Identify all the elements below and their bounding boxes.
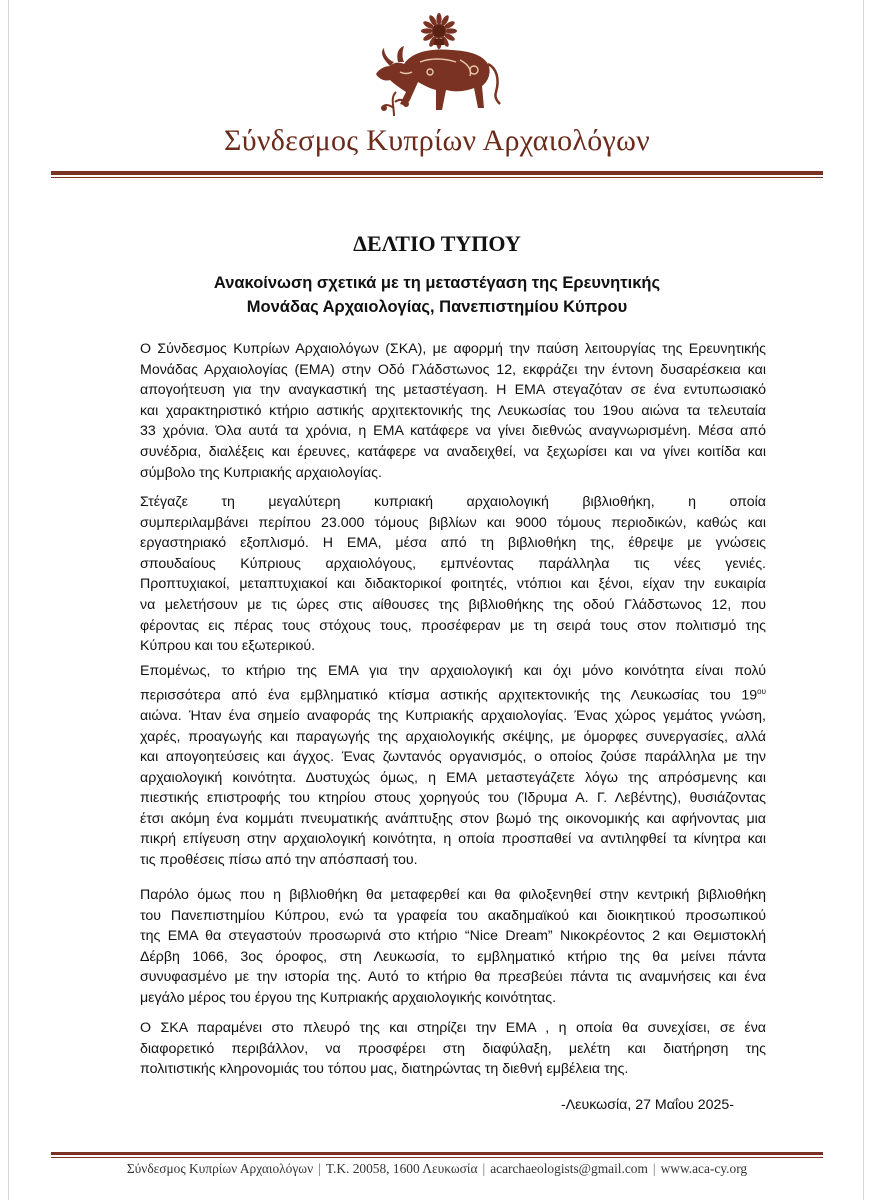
footer-separator: | — [482, 1161, 486, 1176]
text-line: Δέρβη 1066, 3ος όροφος, στη Λευκωσία, το εμβληματικό κτήριο της θα μείνει πάντα — [140, 948, 766, 965]
org-title: Σύνδεσμος Κυπρίων Αρχαιολόγων — [223, 124, 650, 157]
text-line: φέροντας εις πέρας τους στόχους τους, προσέφεραν με τη σειρά τους στον πολιτισμό της — [140, 617, 766, 634]
text-line-content: περισσότερα από ένα εμβληματικό κτίσμα αστικής αρχιτεκτονικής της Λευκωσίας του 19 — [140, 687, 758, 704]
footer-org: Σύνδεσμος Κυπρίων Αρχαιολόγων — [126, 1161, 314, 1176]
bull-and-flower-logo-icon — [360, 12, 510, 122]
text-line: Ο ΣΚΑ παραμένει στο πλευρό της και στηρίζει την ΕΜΑ , η οποία θα συνεχίσει, σε ένα — [140, 1020, 766, 1036]
text-line: Παρόλο όμως που η βιβλιοθήκη θα μεταφερθεί και θα φιλοξενηθεί στην κεντρική βιβλιοθήκη — [140, 887, 766, 903]
text-line: σύμβολο της Κυπριακής αρχαιολογίας. — [140, 464, 382, 481]
paragraph-2 — [140, 492, 766, 657]
text-line: Επομένως, το κτήριο της ΕΜΑ για την αρχαιολογική και όχι μόνο κοινότητα είναι πολύ — [140, 663, 766, 679]
text-line: του Πανεπιστημίου Κύπρου, ενώ τα γραφεία του ακαδημαϊκού και διοικητικού προσωπικού — [140, 907, 766, 924]
press-release-subtitle — [0, 271, 874, 319]
text-line: και χαρακτηριστικό κτήριο αστικής αρχιτεκτονικής της Λευκωσίας του 19ου αιώνα τα τελευταία — [140, 402, 766, 419]
text-line: χαρές, προαγωγής και παραγωγής της αρχαιολογικής σκέψης, με όμορφες συνεργασίες, αλλά — [140, 728, 766, 745]
paragraph-4 — [140, 885, 766, 1009]
text-line: της ΕΜΑ θα στεγαστούν προσωρινά στο κτήριο “Nice Dream” Νικοκρέοντος 2 και Θεμιστοκλή — [140, 928, 766, 945]
text-line: αιώνα. Ήταν ένα σημείο αναφοράς της Κυπριακής αρχαιολογίας. Ένας χώρος γεμάτος γνώση, — [140, 707, 766, 724]
text-line: Μονάδας Αρχαιολογίας (ΕΜΑ) στην Οδό Γλάδστωνος 12, εκφράζει την έντονη δυσαρέσκεια και — [140, 361, 766, 378]
text-line: 33 χρόνια. Όλα αυτά τα χρόνια, η ΕΜΑ κατάφερε να γίνει διεθνώς αναγνωρισμένη. Μέσα από — [140, 423, 766, 440]
text-line: σπουδαίους Κύπριους αρχαιολόγους, εμπνέοντας παράλληλα τις νέες γενιές. — [140, 555, 766, 572]
footer-website-link[interactable]: www.aca-cy.org — [660, 1161, 748, 1176]
text-line: και απογοητεύσεις και άγχος. Ένας ζωντανός οργανισμός, ο οποίος ζούσε παράλληλα με την — [140, 749, 766, 766]
text-line: εργαστηριακό εξοπλισμό. Η ΕΜΑ, μέσα από τη βιβλιοθήκη της, έθρεψε με γνώσεις — [140, 535, 766, 552]
footer-address: Τ.Κ. 20058, 1600 Λευκωσία — [325, 1161, 478, 1176]
text-line — [140, 682, 766, 706]
superscript: ου — [757, 686, 766, 696]
text-line: πιεστικής επιστροφής του κτηρίου στους χορηγούς του (Ίδρυμα Α. Γ. Λεβέντης), θυσιάζοντας — [140, 790, 766, 807]
text-line: έτσι ακόμη ένα κομμάτι πνευματικής ανάπτυξης στον βωμό της οικονομικής και αφήνοντας μια — [140, 810, 766, 827]
text-line: διαφορετικό περιβάλλον, να προσφέρει στη διαφύλαξη, μελέτη και διατήρηση της — [140, 1040, 766, 1057]
text-line: αρχαιολογική κοινότητα. Δυστυχώς όμως, η ΕΜΑ μεταστεγάζετε λόγω της απρόσμενης και — [140, 769, 766, 786]
text-line: πολιτιστικής κληρονομιάς του τόπου μας, διατηρώντας τη διεθνή εμβέλεια της. — [140, 1061, 629, 1078]
footer-separator: | — [318, 1161, 321, 1176]
text-line: τις προθέσεις πίσω από την απόσπασή του. — [140, 852, 418, 869]
paragraph-3 — [140, 661, 766, 871]
press-release-title: ΔΕΛΤΙΟ ΤΥΠΟΥ — [353, 231, 521, 256]
text-line: συμπεριλαμβάνει περίπου 23.000 τόμους βιβλίων και 9000 τόμους περιοδικών, καθώς και — [140, 514, 766, 531]
footer-separator: | — [652, 1161, 656, 1176]
text-line: συνέδρια, διαλέξεις και έρευνες, κατάφερε να αναδειχθεί, να ξεχωρίσει και να γίνει κοιτίδα και — [140, 443, 766, 460]
header-rule-thin — [51, 177, 823, 178]
text-line: απογοήτευση για την αναγκαστική της μεταστέγαση. Η ΕΜΑ στεγαζόταν σε ένα εντυπωσιακό — [140, 382, 766, 399]
header-rule — [51, 171, 823, 175]
text-line: Ο Σύνδεσμος Κυπρίων Αρχαιολόγων (ΣΚΑ), με αφορμή την παύση λειτουργίας της Ερευνητικής — [140, 341, 766, 357]
text-line: Προπτυχιακοί, μεταπτυχιακοί και διδακτορικοί φοιτητές, ντόπιοι και ξένοι, είχαν την ευκαιρία — [140, 576, 766, 593]
text-line: μεγάλο μέρος του έργου της Κυπριακής αρχαιολογικής κοινότητας. — [140, 989, 557, 1006]
footer — [0, 1161, 874, 1177]
dateline: -Λευκωσία, 27 Μαΐου 2025- — [560, 1097, 734, 1113]
paragraph-5 — [140, 1018, 766, 1080]
footer-email-link[interactable]: acarchaeologists@gmail.com — [490, 1161, 648, 1176]
text-line: Στέγαζε τη μεγαλύτερη κυπριακή αρχαιολογική βιβλιοθήκη, η οποία — [140, 494, 766, 510]
text-line: Κύπρου και του εξωτερικού. — [140, 638, 316, 655]
subtitle-line: Ανακοίνωση σχετικά με τη μεταστέγαση της Ερευνητικής — [213, 274, 661, 292]
text-line: πικρή επίγευση στην αρχαιολογική κοινότητα, η οποία προσπαθεί να αντιληφθεί τα κίνητρα και — [140, 831, 766, 848]
footer-rule — [51, 1152, 823, 1155]
subtitle-line: Μονάδας Αρχαιολογίας, Πανεπιστημίου Κύπρου — [246, 298, 628, 316]
text-line: συνυφασμένο με την ιστορία της. Αυτό το κτήριο θα πρεσβεύει πάντα τις αναμνήσεις και ένα — [140, 969, 766, 986]
paragraph-1 — [140, 339, 766, 483]
text-line: να μελετήσουν με τις ώρες στις αίθουσες της βιβλιοθήκης της οδού Γλάδστωνος 12, που — [140, 596, 766, 613]
footer-rule-thin — [51, 1157, 823, 1158]
